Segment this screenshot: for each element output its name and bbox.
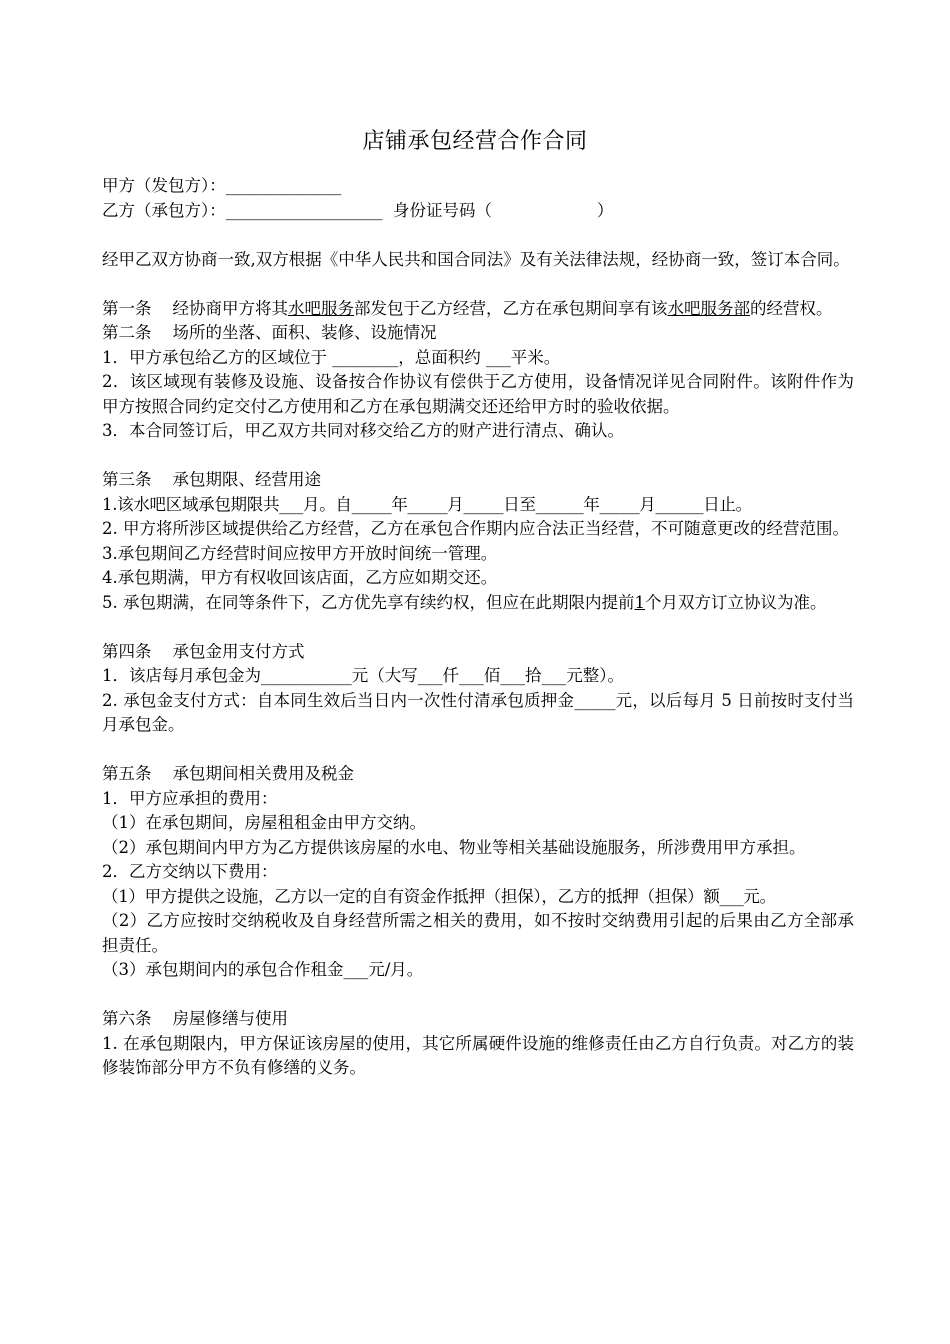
article-3-p5-suffix: 个月双方订立协议为准。 <box>645 592 827 612</box>
article-1-underline-1: 水吧服务 <box>287 298 354 318</box>
article-6-p1: 1. 在承包期限内，甲方保证该房屋的使用，其它所属硬件设施的维修责任由乙方自行负责。对乙方的装修装饰部分甲方不负有修缮的义务。 <box>102 1033 854 1077</box>
article-5-heading: 第五条 承包期间相关费用及税金 <box>102 764 354 783</box>
article-5-p2: （1）在承包期间，房屋租租金由甲方交纳。 <box>102 813 426 832</box>
article-2-p2: 2．该区域现有装修及设施、设备按合作协议有偿供于乙方使用，设备情况详见合同附件。该附件作为甲方按照合同约定交付乙方使用和乙方在承包期满交还还给甲方时的验收依据。 <box>102 372 854 416</box>
article-2-p1: 1．甲方承包给乙方的区域位于 ________，总面积约 ___平米。 <box>102 347 561 367</box>
article-5-p4: 2．乙方交纳以下费用： <box>102 862 278 881</box>
article-2-heading: 第二条 场所的坐落、面积、装修、设施情况 <box>102 323 437 342</box>
article-3-p4: 4.承包期满，甲方有权收回该店面，乙方应如期交还。 <box>102 568 498 587</box>
contract-body <box>102 174 854 1081</box>
article-3-heading: 第三条 承包期限、经营用途 <box>102 470 321 489</box>
party-b-line: 乙方（承包方）：___________________ 身份证号码（ ） <box>102 200 614 220</box>
article-3-p5-prefix: 5. 承包期满，在同等条件下，乙方优先享有续约权，但应在此期限内提前 <box>102 592 635 612</box>
article-5-p6: （2）乙方应按时交纳税收及自身经营所需之相关的费用，如不按时交纳费用引起的后果由乙方全部承担责任。 <box>102 911 854 955</box>
article-4-p2: 2. 承包金支付方式：自本同生效后当日内一次性付清承包质押金_____元，以后每月 5 日前按时支付当月承包金。 <box>102 690 854 734</box>
article-1-mid: 部发包于乙方经营，乙方在承包期间享有该 <box>353 298 668 318</box>
article-6-heading: 第六条 房屋修缮与使用 <box>102 1009 288 1028</box>
article-3-p1: 1.该水吧区域承包期限共___月。自_____年_____月_____日至______年_____月______日止。 <box>102 494 752 514</box>
article-5-p1: 1．甲方应承担的费用： <box>102 788 278 808</box>
article-2-p3: 3．本合同签订后，甲乙双方共同对移交给乙方的财产进行清点、确认。 <box>102 421 624 440</box>
article-1-prefix: 第一条 经协商甲方将其 <box>102 298 288 318</box>
article-3-p5 <box>102 591 854 616</box>
article-5-p5: （1）甲方提供之设施，乙方以一定的自有资金作抵押（担保），乙方的抵押（担保）额___元。 <box>102 886 776 906</box>
article-3-p5-underline: 1 <box>634 592 645 612</box>
article-4-p1: 1．该店每月承包金为___________元（大写___仟___佰___拾___元整）。 <box>102 666 624 685</box>
article-3-p2: 2. 甲方将所涉区域提供给乙方经营，乙方在承包合作期内应合法正当经营，不可随意更改的经营范围。 <box>102 519 849 538</box>
intro-paragraph: 经甲乙双方协商一致,双方根据《中华人民共和国合同法》及有关法律法规，经协商一致，签订本合同。 <box>102 249 850 269</box>
article-1-suffix: 的经营权。 <box>749 298 833 318</box>
article-3-p3: 3.承包期间乙方经营时间应按甲方开放时间统一管理。 <box>102 543 498 563</box>
article-1 <box>102 297 854 322</box>
article-5-p7: （3）承包期间内的承包合作租金___元/月。 <box>102 960 424 979</box>
article-5-p3: （2）承包期间内甲方为乙方提供该房屋的水电、物业等相关基础设施服务，所涉费用甲方承担。 <box>102 837 806 857</box>
article-1-underline-2: 水吧服务部 <box>667 298 750 318</box>
party-a-line: 甲方（发包方）：______________ <box>102 176 342 195</box>
contract-title: 店铺承包经营合作合同 <box>362 129 588 154</box>
article-4-heading: 第四条 承包金用支付方式 <box>102 641 305 661</box>
